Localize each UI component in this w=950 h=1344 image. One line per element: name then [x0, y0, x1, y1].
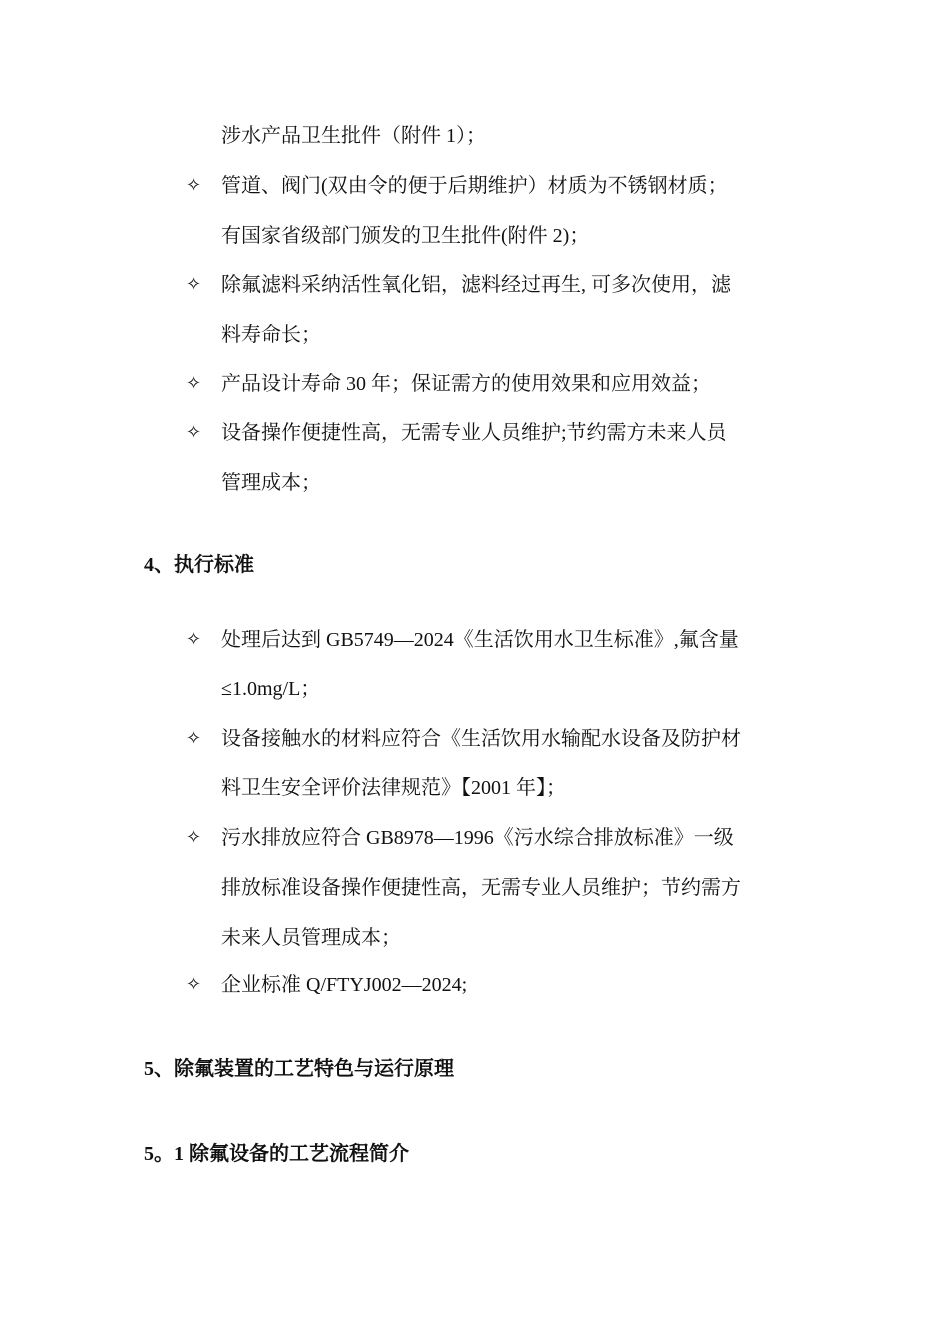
- bullet-icon: ✧: [186, 629, 202, 650]
- text-line: 设备操作便捷性高，无需专业人员维护;节约需方未来人员: [221, 422, 727, 444]
- text-line: 处理后达到 GB5749—2024《生活饮用水卫生标准》,氟含量: [221, 629, 739, 651]
- bullet-icon: ✧: [186, 274, 202, 295]
- text-line: 污水排放应符合 GB8978—1996《污水综合排放标准》一级: [221, 827, 734, 849]
- text-line: ≤1.0mg/L；: [221, 678, 321, 700]
- text-line: 料寿命长；: [221, 324, 321, 346]
- bullet-icon: ✧: [186, 422, 202, 443]
- text-line: 企业标准 Q/FTYJ002—2024;: [221, 974, 468, 996]
- text-line: 设备接触水的材料应符合《生活饮用水输配水设备及防护材: [221, 728, 741, 750]
- text-line: 有国家省级部门颁发的卫生批件(附件 2)；: [221, 225, 590, 247]
- bullet-icon: ✧: [186, 175, 202, 196]
- bullet-icon: ✧: [186, 728, 202, 749]
- text-line: 产品设计寿命 30 年；保证需方的使用效果和应用效益；: [221, 373, 711, 395]
- text-line: 排放标准设备操作便捷性高，无需专业人员维护；节约需方: [221, 877, 741, 899]
- text-line: 除氟滤料采纳活性氧化铝，滤料经过再生, 可多次使用，滤: [221, 274, 731, 296]
- text-line: 管理成本；: [221, 472, 321, 494]
- bullet-icon: ✧: [186, 974, 202, 995]
- text-line: 未来人员管理成本；: [221, 927, 401, 949]
- section-heading: 4、执行标准: [144, 554, 254, 576]
- subsection-heading: 5。1 除氟设备的工艺流程简介: [144, 1143, 409, 1165]
- bullet-icon: ✧: [186, 827, 202, 848]
- section-heading: 5、除氟装置的工艺特色与运行原理: [144, 1058, 454, 1080]
- bullet-icon: ✧: [186, 373, 202, 394]
- text-line: 涉水产品卫生批件（附件 1）；: [221, 125, 486, 147]
- text-line: 管道、阀门(双由令的便于后期维护）材质为不锈钢材质；: [221, 175, 728, 197]
- text-line: 料卫生安全评价法律规范》【2001 年】；: [221, 777, 566, 799]
